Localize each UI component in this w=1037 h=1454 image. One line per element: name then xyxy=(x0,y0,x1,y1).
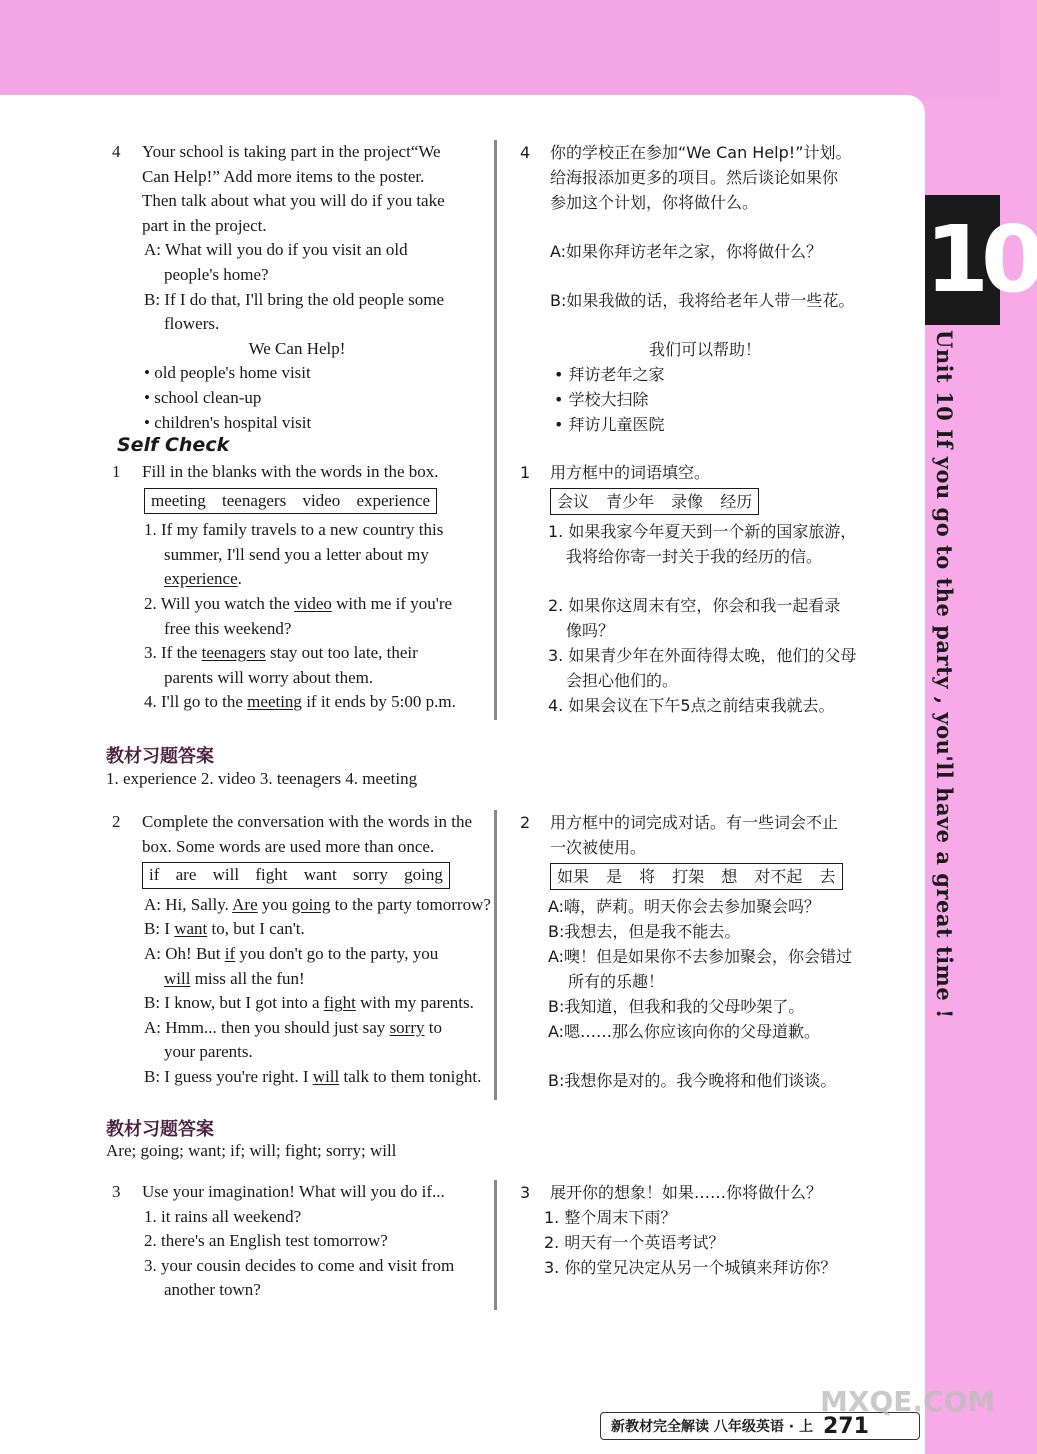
instruction: Complete the conversation with the words in the xyxy=(142,812,473,831)
ex3-english xyxy=(112,1180,482,1303)
item-line: 1. it rains all weekend? xyxy=(144,1206,302,1226)
dialogue-line: A: Hmm... then you should just say sorry to xyxy=(144,1017,442,1037)
text-line: Can Help!” Add more items to the poster. xyxy=(142,166,425,186)
bullet-item: • children's hospital visit xyxy=(144,412,312,432)
instruction: Fill in the blanks with the words in the box. xyxy=(142,462,439,481)
exercise-number: 2 xyxy=(112,812,121,831)
word-box: 会议 青少年 录像 经历 xyxy=(550,488,759,515)
ex1-chinese xyxy=(520,460,890,718)
item-line: 2. 如果你这周末有空，你会和我一起看录 xyxy=(548,596,841,615)
instruction: 展开你的想象！如果……你将做什么？ xyxy=(550,1183,823,1202)
answer-word: experience xyxy=(164,569,238,589)
dialogue-line: will miss all the fun! xyxy=(164,968,305,988)
item-line: 2. 明天有一个英语考试？ xyxy=(544,1233,725,1252)
item-line: 3. 你的堂兄决定从另一个城镇来拜访你？ xyxy=(544,1258,837,1277)
instruction: Use your imagination! What will you do if... xyxy=(142,1182,445,1201)
text-line: Then talk about what you will do if you take xyxy=(142,191,445,211)
answer-word: want xyxy=(174,919,208,939)
item-line: 1. 如果我家今年夏天到一个新的国家旅游， xyxy=(548,522,857,541)
answer-word: fight xyxy=(323,993,356,1013)
exercise-number: 1 xyxy=(520,463,531,482)
answer-text: Are; going; want; if; will; fight; sorry; will xyxy=(106,1141,397,1160)
dialogue-line: people's home? xyxy=(164,264,269,284)
item-line: free this weekend? xyxy=(164,618,292,638)
dialogue-line: B:我想你是对的。我今晚将和他们谈谈。 xyxy=(548,1071,837,1090)
answer-word: will xyxy=(312,1066,340,1086)
bullet-item: • 学校大扫除 xyxy=(554,390,649,409)
exercise-number: 4 xyxy=(112,142,121,161)
bullet-item: • old people's home visit xyxy=(144,363,311,383)
item-line: parents will worry about them. xyxy=(164,667,374,687)
dialogue-line: A: Oh! But if you don't go to the party, you xyxy=(144,943,439,963)
column-divider xyxy=(494,140,497,720)
dialogue-line: A:嗨，萨莉。明天你会去参加聚会吗？ xyxy=(548,897,821,916)
dialogue-line: A:如果你拜访老年之家，你将做什么？ xyxy=(550,242,823,261)
dialogue-line: A: Hi, Sally. Are you going to the party tomorrow? xyxy=(144,894,491,914)
item-line: 3. If the teenagers stay out too late, their xyxy=(144,643,418,663)
ex2-english xyxy=(112,810,491,1090)
section-heading: Self Check xyxy=(117,434,230,456)
word-box: 如果 是 将 打架 想 对不起 去 xyxy=(550,863,843,890)
item-line: 我将给你寄一封关于我的经历的信。 xyxy=(566,547,823,566)
dialogue-line: flowers. xyxy=(164,314,220,334)
answer-word: teenagers xyxy=(201,643,266,663)
answer-text: 1. experience 2. video 3. teenagers 4. meeting xyxy=(106,769,418,788)
exercise-number: 1 xyxy=(112,462,121,481)
item-line: 2. there's an English test tomorrow? xyxy=(144,1231,388,1251)
word-box: if are will fight want sorry going xyxy=(142,862,450,889)
unit-title-vertical: Unit 10 If you go to the party , you'll have a great time ! xyxy=(932,330,957,1019)
answer-word: will xyxy=(164,968,191,988)
answer-word: going xyxy=(291,894,331,914)
item-line: 1. If my family travels to a new country this xyxy=(144,520,444,540)
watermark: MXQE.COM xyxy=(820,1385,996,1418)
instruction: 用方框中的词完成对话。有一些词会不止 xyxy=(550,813,839,832)
instruction: box. Some words are used more than once. xyxy=(142,836,435,856)
item-line: 4. 如果会议在下午5点之前结束我就去。 xyxy=(548,696,835,715)
ex3-chinese xyxy=(520,1180,890,1280)
exercise-number: 3 xyxy=(520,1183,531,1202)
unit-number-tab: 10 xyxy=(925,195,1000,325)
item-line: another town? xyxy=(164,1280,261,1300)
ex1-english xyxy=(112,460,482,715)
column-divider xyxy=(494,810,497,1100)
dialogue-line: A:嗯……那么你应该向你的父母道歉。 xyxy=(548,1022,821,1041)
item-line: 会担心他们的。 xyxy=(566,671,679,690)
column-divider xyxy=(494,1180,497,1310)
exercise-number: 3 xyxy=(112,1182,121,1201)
book-title: 新教材完全解读 八年级英语 · 上 xyxy=(611,1419,813,1435)
answer-word: sorry xyxy=(389,1017,425,1037)
answer-word: meeting xyxy=(247,692,302,712)
dialogue-line: your parents. xyxy=(164,1042,253,1062)
exercise-number: 2 xyxy=(520,813,531,832)
item-line: 4. I'll go to the meeting if it ends by 5:00 p.m. xyxy=(144,692,456,712)
header-band xyxy=(0,0,1000,100)
exercise-number: 4 xyxy=(520,143,531,162)
text-line: 你的学校正在参加“We Can Help!”计划。 xyxy=(550,143,852,162)
word-box: meeting teenagers video experience xyxy=(144,488,437,515)
dialogue-line: B: I know, but I got into a fight with my parents. xyxy=(144,993,474,1013)
item-line: 像吗？ xyxy=(566,621,615,640)
ex4-english xyxy=(112,140,482,435)
bullet-item: • 拜访儿童医院 xyxy=(554,415,665,434)
item-line: experience. xyxy=(164,569,242,589)
dialogue-line: A:噢！但是如果你不去参加聚会，你会错过 xyxy=(548,947,853,966)
text-line: 参加这个计划，你将做什么。 xyxy=(550,193,759,212)
ex4-chinese xyxy=(520,140,890,437)
answer-word: if xyxy=(224,943,236,963)
text-line: part in the project. xyxy=(142,215,267,235)
page-number: 271 xyxy=(822,1413,869,1439)
bullet-item: • 拜访老年之家 xyxy=(554,365,665,384)
item-line: summer, I'll send you a letter about my xyxy=(164,544,429,564)
dialogue-line: B: I want to, but I can't. xyxy=(144,919,305,939)
dialogue-line: B: I guess you're right. I will talk to them tonight. xyxy=(144,1066,482,1086)
dialogue-line: B:我知道，但我和我的父母吵架了。 xyxy=(548,997,805,1016)
dialogue-line: B:我想去，但是我不能去。 xyxy=(548,922,741,941)
instruction: 用方框中的词语填空。 xyxy=(550,463,711,482)
item-line: 1. 整个周末下雨？ xyxy=(544,1208,677,1227)
dialogue-line: B: If I do that, I'll bring the old people some xyxy=(144,289,445,309)
item-line: 3. 如果青少年在外面待得太晚，他们的父母 xyxy=(548,646,857,665)
instruction: 一次被使用。 xyxy=(550,838,647,857)
ex2-chinese xyxy=(520,810,890,1093)
answer-word: video xyxy=(294,593,332,613)
poster-title: 我们可以帮助！ xyxy=(648,340,761,359)
answer-heading: 教材习题答案 xyxy=(106,746,214,767)
item-line: 3. your cousin decides to come and visit from xyxy=(144,1255,455,1275)
text-line: Your school is taking part in the project“We xyxy=(142,142,441,161)
answer-word: Are xyxy=(232,894,258,914)
text-line: 给海报添加更多的项目。然后谈论如果你 xyxy=(550,168,839,187)
dialogue-line: 所有的乐趣！ xyxy=(568,972,665,991)
answer-heading: 教材习题答案 xyxy=(106,1119,214,1140)
dialogue-line: B:如果我做的话，我将给老年人带一些花。 xyxy=(550,291,855,310)
dialogue-line: A: What will you do if you visit an old xyxy=(144,240,408,260)
poster-title: We Can Help! xyxy=(248,338,346,358)
bullet-item: • school clean-up xyxy=(144,387,262,407)
item-line: 2. Will you watch the video with me if you're xyxy=(144,593,453,613)
